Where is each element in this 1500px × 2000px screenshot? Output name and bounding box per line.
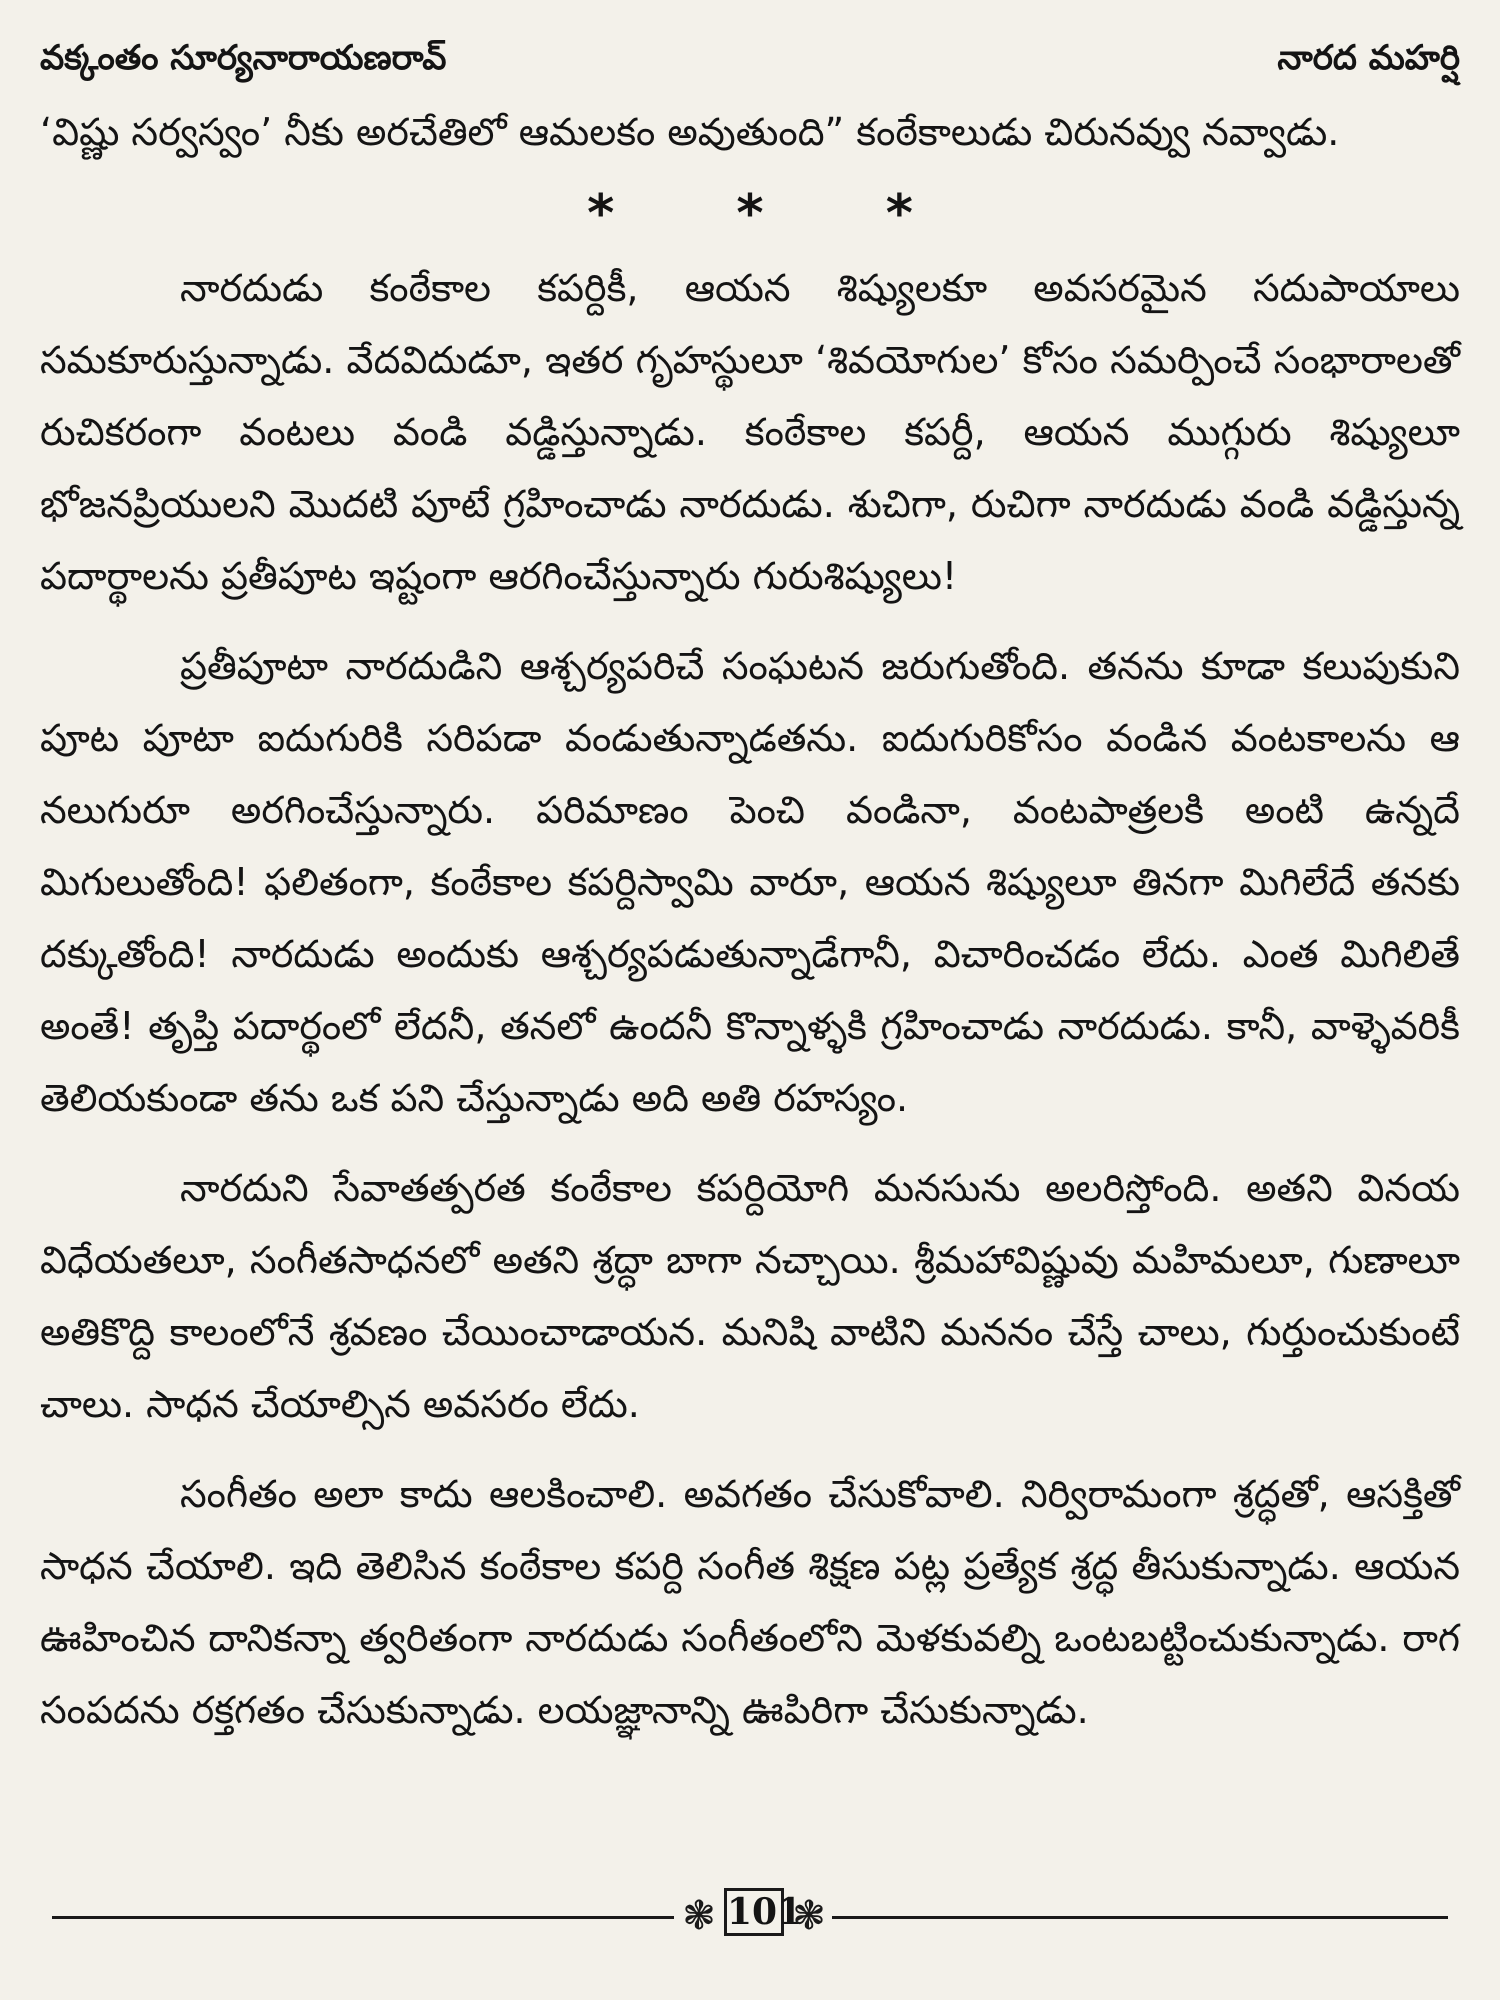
paragraph: నారదుడు కంఠేకాల కపర్దికీ, ఆయన శిష్యులకూ అవసరమైన సదుపాయాలు సమకూరుస్తున్నాడు. వేదవిదుడూ, ఇతర గృహస్థులూ ‘శివయోగుల’ కోసం సమర్పించే సంభారాలతో రుచికరంగా వంటలు వండి వడ్డిస్తున్నాడు. కంఠేకాల కపర్దీ, ఆయన ముగ్గురు శిష్యులూ భోజనప్రియులని మొదటి పూటే గ్రహించాడు నారదుడు. శుచిగా, రుచిగా నారదుడు వండి వడ్డిస్తున్న పదార్థాలను ప్రతీపూట ఇష్టంగా ఆరగించేస్తున్నారు గురుశిష్యులు! <box>40 266 1460 598</box>
page-footer <box>52 1880 1448 1940</box>
footer-rule-right <box>832 1916 1448 1919</box>
header-book-title: నారద మహర్షి <box>1277 38 1460 78</box>
page-number: 101 <box>724 1888 784 1936</box>
flower-ornament-icon: ❃ <box>682 1893 716 1939</box>
paragraph: సంగీతం అలా కాదు ఆలకించాలి. అవగతం చేసుకోవాలి. నిర్విరామంగా శ్రద్ధతో, ఆసక్తితో సాధన చేయాలి. ఇది తెలిసిన కంఠేకాల కపర్ది సంగీత శిక్షణ పట్ల ప్రత్యేక శ్రద్ధ తీసుకున్నాడు. ఆయన ఊహించిన దానికన్నా త్వరితంగా నారదుడు సంగీతంలోని మెళకువల్ని ఒంటబట్టించుకున్నాడు. రాగ సంపదను రక్తగతం చేసుకున్నాడు. లయజ్ఞానాన్ని ఊపిరిగా చేసుకున్నాడు. <box>40 1472 1460 1732</box>
flower-ornament-icon: ❃ <box>792 1893 826 1939</box>
footer-rule-left <box>52 1916 674 1919</box>
paragraph-continuation: ‘విష్ణు సర్వస్వం’ నీకు అరచేతిలో ఆమలకం అవుతుంది” కంఠేకాలుడు చిరునవ్వు నవ్వాడు. <box>40 110 1340 154</box>
section-separator: * * * <box>587 184 965 244</box>
body-text <box>40 96 1460 1746</box>
paragraph: ప్రతీపూటా నారదుడిని ఆశ్చర్యపరిచే సంఘటన జరుగుతోంది. తనను కూడా కలుపుకుని పూట పూటా ఐదుగురికి సరిపడా వండుతున్నాడతను. ఐదుగురికోసం వండిన వంటకాలను ఆ నలుగురూ అరగించేస్తున్నారు. పరిమాణం పెంచి వండినా, వంటపాత్రలకి అంటి ఉన్నదే మిగులుతోంది! ఫలితంగా, కంఠేకాల కపర్దిస్వామి వారూ, ఆయన శిష్యులూ తినగా మిగిలేదే తనకు దక్కుతోంది! నారదుడు అందుకు ఆశ్చర్యపడుతున్నాడేగానీ, విచారించడం లేదు. ఎంత మిగిలితే అంతే! తృప్తి పదార్థంలో లేదనీ, తనలో ఉందనీ కొన్నాళ్ళకి గ్రహించాడు నారదుడు. కానీ, వాళ్ళెవరికీ తెలియకుండా తను ఒక పని చేస్తున్నాడు అది అతి రహస్యం. <box>40 644 1460 1120</box>
running-header <box>40 28 1460 88</box>
paragraph: నారదుని సేవాతత్పరత కంఠేకాల కపర్దియోగి మనసును అలరిస్తోంది. అతని వినయ విధేయతలూ, సంగీతసాధనలో అతని శ్రద్ధా బాగా నచ్చాయి. శ్రీమహావిష్ణువు మహిమలూ, గుణాలూ అతికొద్ది కాలంలోనే శ్రవణం చేయించాడాయన. మనిషి వాటిని మననం చేస్తే చాలు, గుర్తుంచుకుంటే చాలు. సాధన చేయాల్సిన అవసరం లేదు. <box>40 1166 1460 1426</box>
header-author: వక్కంతం సూర్యనారాయణరావ్ <box>40 38 447 78</box>
